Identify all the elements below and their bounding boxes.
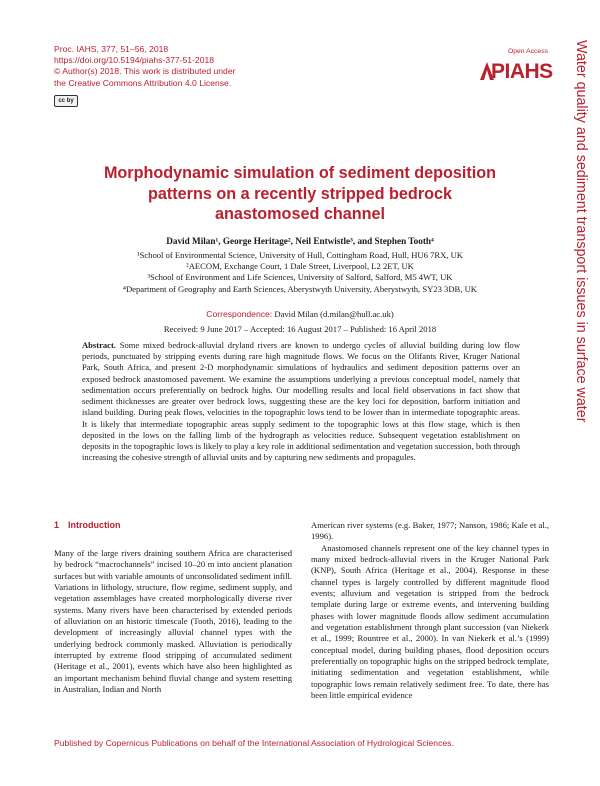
abstract [82,340,520,463]
logo-wordmark: PIAHS [491,60,553,83]
affiliation-4: ⁴Department of Geography and Earth Sciences, Aberystwyth University, Aberystwyth, SY23 3DB, UK [122,283,477,294]
section-number: 1 [54,520,60,530]
affiliation-3: ³School of Environment and Life Sciences, University of Salford, Salford, M5 4WT, UK [147,272,453,283]
title-line-3: anastomosed channel [214,205,386,223]
copyright-link-line2[interactable]: the Creative Commons Attribution 4.0 License. [54,77,232,88]
article-meta [54,44,235,89]
title-line-1: Morphodynamic simulation of sediment deposition [103,164,497,182]
side-banner [573,40,591,540]
body-paragraph: American river systems (e.g. Baker, 1977; Nanson, 1986; Kale et al., 1996). [311,520,549,542]
affiliation-2: ²AECOM, Exchange Court, 1 Dale Street, Liverpool, L2 2ET, UK [186,261,414,272]
side-banner-text: Water quality and sediment transport issues in surface water [573,40,589,423]
body-paragraph: Many of the large rivers draining southern Africa are characterised by bedrock “macrochannels” incised 10–20 m into ancient planation surfaces but with variable amounts of unconsolidated sediment infill. Variations in lithology, structure, flow regime, sediment supply, and vegetation assemblages have created morphologically diverse river systems. Many rivers have been characterised by extended periods of alluviation on an historic timescale (Tooth, 2016), leading to the development of increasingly alluvial channel types with the underlying bedrock commonly masked. Alluviation is periodically interrupted by extreme flood stripping of accumulated sediment (Heritage et al., 2001), events which have also been highlighted as an important mechanism behind fluvial change and system resetting in Australian, Indian and North [54,548,292,695]
body-paragraph: Anastomosed channels represent one of the key channel types in many mixed bedrock-alluvial rivers in the Kruger National Park (KNP), South Africa (Heritage et al., 2004). Response in these channel types is largely controlled by different magnitude flood events; alluvium and vegetation is stripped from the bedrock template during large or extreme events, and intervening building phases with lower magnitude floods allow sediment accumulation and vegetation establishment through plant succession (van Niekerk et al., 1999; Rountree et al., 2000). In van Niekerk et al.’s (1999) conceptual model, during building phases, flood deposition occurs preferentially on topographic highs on the stripped bedrock template, initiating sedimentation and vegetation establishment, while topographic lows remain relatively sediment free. To date, there has been little empirical evidence [311,542,549,701]
correspondence-email[interactable]: David Milan (d.milan@hull.ac.uk) [274,309,394,319]
piahs-logo [476,48,552,92]
abstract-label: Abstract. [82,340,116,350]
paper-title [40,163,560,225]
body-column-left [54,548,292,695]
doi-link[interactable]: https://doi.org/10.5194/piahs-377-51-2018 [54,55,215,66]
author-list: David Milan¹, George Heritage², Neil Entwistle³, and Stephen Tooth⁴ [166,236,434,246]
journal-citation-link[interactable]: Proc. IAHS, 377, 51–56, 2018 [54,44,169,54]
abstract-text: Some mixed bedrock-alluvial dryland rivers are known to undergo cycles of alluvial building during low flow periods, punctuated by stripping events during rare high magnitude flows. We focus on the Olifants River, Kruger National Park, South Africa, and present 2-D morphodynamic simulations of hydraulics and sediment deposition patterns over an exposed bedrock anastomosed pavement. We examine the assumptions underlying a previous conceptual model, namely that sedimentation occurs preferentially on bedrock highs. Our modelling results and local field observations in fact show that sediment thicknesses are greater over bedrock lows, suggesting these are the key loci for deposition, barform initiation and island building. During peak flows, velocities in the topographic lows tend to be lower than in intermediate topographic areas. It is likely that intermediate topographic areas supply sediment to the topographic lows at this flow stage, which is then deposited in the lows on the falling limb of the hydrograph as velocities reduce. Subsequent vegetation establishment on deposits in the topographic lows is likely to play a key role in additional sedimentation and vegetation succession, both through increasing the cohesive strength of alluvial units and by capturing new sediments and propagules. [82,340,521,463]
affiliation-1: ¹School of Environmental Science, University of Hull, Cottingham Road, Hull, HU6 7RX, UK [137,250,463,260]
affiliations [40,250,560,295]
body-column-right [311,520,549,702]
cc-license-badge[interactable]: cc by [54,95,78,107]
section-title: Introduction [68,520,121,530]
publisher-footer: Published by Copernicus Publications on behalf of the International Association of Hydrological Sciences. [54,738,454,748]
open-access-label: Open Access [507,48,548,55]
correspondence-label: Correspondence: [206,309,273,319]
section-heading [54,520,121,530]
publication-dates: Received: 9 June 2017 – Accepted: 16 August 2017 – Published: 16 April 2018 [163,324,437,334]
correspondence [40,309,560,319]
title-line-2: patterns on a recently stripped bedrock [147,184,453,203]
copyright-link-line1[interactable]: © Author(s) 2018. This work is distributed under [54,66,236,77]
